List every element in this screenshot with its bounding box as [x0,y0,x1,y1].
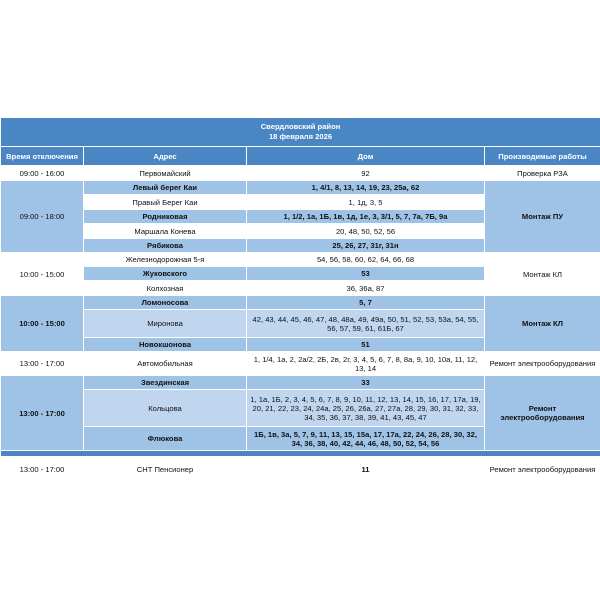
address-cell: Родниковая [84,210,247,224]
time-cell: 10:00 - 15:00 [1,253,84,296]
work-cell: Ремонт электрооборудования [485,376,600,451]
houses-cell: 33 [247,376,485,390]
houses-cell: 11 [247,457,485,482]
address-cell: Маршала Конева [84,224,247,239]
address-cell: Первомайский [84,166,247,181]
header-address: Адрес [84,147,247,166]
address-cell: Новокшонова [84,338,247,352]
work-cell: Монтаж КЛ [485,253,600,296]
houses-cell: 5, 7 [247,296,485,310]
address-cell: СНТ Пенсионер [84,457,247,482]
houses-cell: 25, 26, 27, 31г, 31н [247,239,485,253]
work-cell: Проверка РЗА [485,166,600,181]
houses-cell: 53 [247,267,485,281]
address-cell: Колхозная [84,281,247,296]
houses-cell: 1, 1а, 1Б, 2, 3, 4, 5, 6, 7, 8, 9, 10, 11, 12, 13, 14, 15, 16, 17, 17а, 19, 20, 21, 22, 23, 24, 24а, 25, 26, 26а, 27, 27а, 28, 29, 30, 31, 32, 33, 34, 35, 36, 37, 38, 39, 41, 43, 45, 47 [247,390,485,427]
houses-cell: 42, 43, 44, 45, 46, 47, 48, 48а, 49, 49а, 50, 51, 52, 53, 53а, 54, 55, 56, 57, 59, 61, 61Б, 67 [247,310,485,338]
table-row [1,181,600,195]
table-row [1,166,600,181]
time-cell: 10:00 - 15:00 [1,296,84,352]
address-cell: Правый Берег Каи [84,195,247,210]
houses-cell: 51 [247,338,485,352]
table-row [1,352,600,376]
address-cell: Левый берег Каи [84,181,247,195]
header-time: Время отключения [1,147,84,166]
header-row [1,147,600,166]
address-cell: Рябикова [84,239,247,253]
houses-cell: 54, 56, 58, 60, 62, 64, 66, 68 [247,253,485,267]
address-cell: Железнодорожная 5-я [84,253,247,267]
header-work: Производимые работы [485,147,600,166]
work-cell: Ремонт электрооборудования [485,457,600,482]
time-cell: 13:00 - 17:00 [1,352,84,376]
table-row [1,253,600,267]
houses-cell: 20, 48, 50, 52, 56 [247,224,485,239]
header-house: Дом [247,147,485,166]
address-cell: Флюкова [84,427,247,451]
table-row [1,296,600,310]
houses-cell: 1, 1д, 3, 5 [247,195,485,210]
work-cell: Монтаж ПУ [485,181,600,253]
title-cell [1,118,600,147]
address-cell: Звездинская [84,376,247,390]
houses-cell: 1, 1/4, 1а, 2, 2а/2, 2Б, 2в, 2г, 3, 4, 5, 6, 7, 8, 8а, 9, 10, 10а, 11, 12, 13, 14 [247,352,485,376]
houses-cell: 92 [247,166,485,181]
time-cell: 13:00 - 17:00 [1,376,84,451]
title-row [1,118,600,147]
houses-cell: 1, 1/2, 1а, 1Б, 1в, 1д, 1е, 3, 3/1, 5, 7, 7а, 7Б, 9а [247,210,485,224]
address-cell: Миронова [84,310,247,338]
address-cell: Жуковского [84,267,247,281]
time-cell: 09:00 - 18:00 [1,181,84,253]
district-title: Свердловский район [260,122,341,131]
work-cell: Ремонт электрооборудования [485,352,600,376]
address-cell: Автомобильная [84,352,247,376]
outage-schedule-table [0,117,600,482]
table-row [1,376,600,390]
houses-cell: 36, 36а, 87 [247,281,485,296]
date-subtitle: 18 февраля 2026 [268,132,333,141]
address-cell: Ломоносова [84,296,247,310]
time-cell: 13:00 - 17:00 [1,457,84,482]
table-row [1,457,600,482]
houses-cell: 1, 4/1, 8, 13, 14, 19, 23, 25а, 62 [247,181,485,195]
work-cell: Монтаж КЛ [485,296,600,352]
address-cell: Кольцова [84,390,247,427]
time-cell: 09:00 - 16:00 [1,166,84,181]
houses-cell: 1Б, 1в, 3а, 5, 7, 9, 11, 13, 15, 15а, 17, 17а, 22, 24, 26, 28, 30, 32, 34, 36, 38, 40, 42, 44, 46, 48, 50, 52, 54, 56 [247,427,485,451]
